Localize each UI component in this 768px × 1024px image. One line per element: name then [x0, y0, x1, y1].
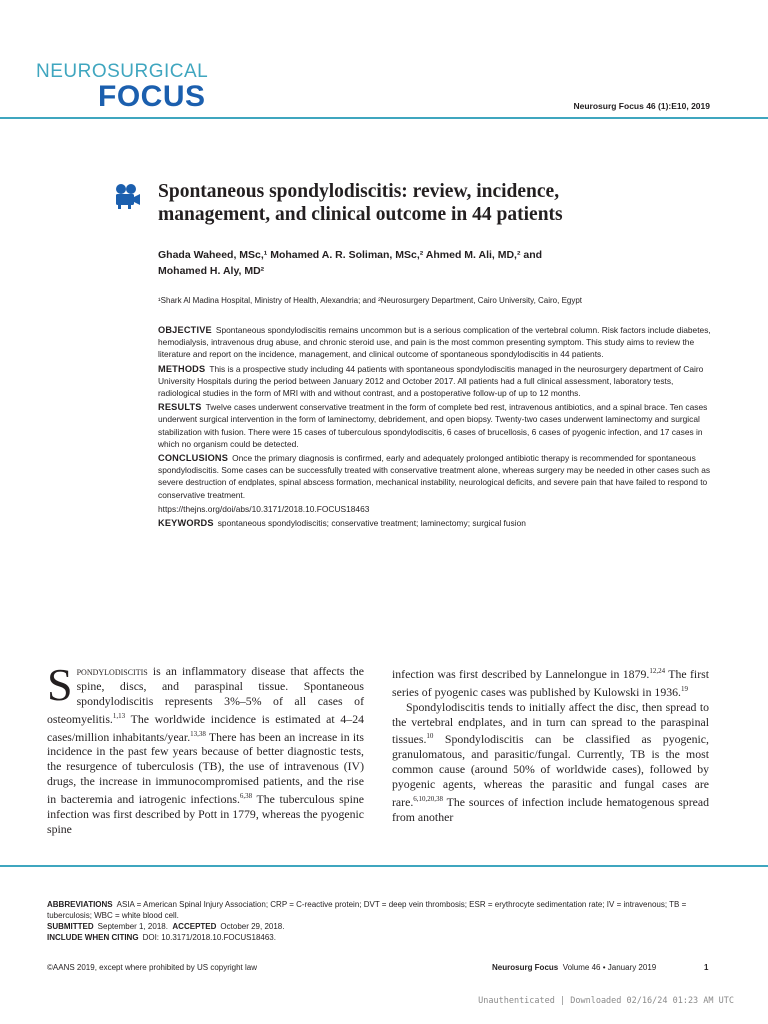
authors-line-2: Mohamed H. Aly, MD²	[158, 265, 265, 277]
abstract-conclusions	[158, 452, 714, 501]
header-citation: Neurosurg Focus 46 (1):E10, 2019	[573, 101, 710, 111]
citing-label: INCLUDE WHEN CITING	[47, 933, 139, 942]
article-title: Spontaneous spondylodiscitis: review, incidence, management, and clinical outcome in 44 patients	[158, 181, 563, 225]
submitted-date: September 1, 2018.	[97, 922, 168, 931]
footer-journal-issue: Volume 46 • January 2019	[562, 963, 657, 972]
abstract-objective	[158, 324, 714, 361]
intro-text-d: The tuberculous spine infection was first described by Pott in 1779, whereas the pyogenic spine	[47, 792, 364, 836]
footer-journal-name: Neurosurg Focus	[492, 963, 559, 972]
abbreviations-text: ASIA = American Spinal Injury Association; CRP = C-reactive protein; DVT = deep vein thrombosis; ESR = erythrocyte sedimentation rate; IV = intravenous; TB = tuberculosis; WBC = white blood cell.	[47, 900, 687, 920]
ref-citation[interactable]: 13,38	[190, 729, 206, 738]
abstract-keywords	[158, 517, 714, 529]
lead-word: pondylodiscitis	[76, 664, 148, 678]
copyright-notice: ©AANS 2019, except where prohibited by US copyright law	[47, 963, 258, 972]
dates-note	[47, 921, 707, 932]
objective-label: OBJECTIVE	[158, 325, 212, 335]
logo-line-focus: FOCUS	[98, 80, 206, 113]
footer-divider	[0, 865, 768, 867]
citing-doi: DOI: 10.3171/2018.10.FOCUS18463.	[142, 933, 276, 942]
abstract	[158, 324, 714, 531]
conclusions-text: Once the primary diagnosis is confirmed, early and adequately prolonged antibiotic therapy is recommended for spontaneous spondylodiscitis. Some cases can be successfully treated with conservative treatment alone, whereas surgery may be needed in other cases such as severe destruction of endplates, spinal abscess formation, mechanical instability, neurological deficits, and severe pain that have failed to respond to conservative treatment.	[158, 453, 711, 500]
abstract-methods	[158, 363, 714, 400]
download-stamp: Unauthenticated | Downloaded 02/16/24 01:23 AM UTC	[478, 996, 734, 1006]
objective-text: Spontaneous spondylodiscitis remains uncommon but is a serious complication of the vertebral column. Risk factors include diabetes, hemodialysis, intravenous drug abuse, and chronic steroid use, and pain is the most common presenting symptom. This study aims to review the literature and report on the incidence, management, and clinical outcome of spontaneous spondylodiscitis in 44 patients.	[158, 325, 711, 360]
abstract-results	[158, 401, 714, 450]
logo-line-neurosurgical: NEUROSURGICAL	[36, 61, 209, 82]
author-list	[158, 247, 678, 279]
body-column-left	[47, 659, 364, 837]
intro-text-a: is an inflammatory disease that affects the spine, discs, and paraspinal tissue. Spontaneous spondylodiscitis represents 3%–5% of all cases of osteomyelitis.	[47, 664, 364, 726]
citing-note	[47, 932, 707, 943]
p2-text-a: Spondylodiscitis tends to initially affect the disc, then spread to the vertebral endplates, and in turn can spread to the paraspinal tissues.	[392, 699, 709, 747]
keywords-label: KEYWORDS	[158, 518, 214, 529]
results-label: RESULTS	[158, 402, 202, 413]
ref-citation[interactable]: 6,10,20,38	[413, 795, 444, 804]
p2-text-b: Spondylodiscitis can be classified as pyogenic, granulomatous, and parasitic/fungal. Currently, TB is the most common cause (around 50% of worldwide cases), followed by pyogenic agents, whereas the parasitic and fungal cases are rare.	[392, 732, 709, 809]
body-column-right	[392, 664, 709, 825]
page-number: 1	[704, 963, 709, 972]
affiliations: ¹Shark Al Madina Hospital, Ministry of Health, Alexandria; and ²Neurosurgery Department, Cairo University, Cairo, Egypt	[158, 296, 583, 305]
accepted-label: ACCEPTED	[172, 922, 217, 931]
cont-text-b: The first series of pyogenic cases was published by Kulowski in 1936.	[392, 666, 709, 699]
footer-journal	[492, 963, 656, 972]
intro-text-b: The worldwide incidence is estimated at 4–24 cases/million inhabitants/year.	[47, 711, 364, 744]
p2-text-c: The sources of infection include hematogenous spread from another	[392, 794, 709, 824]
ref-citation[interactable]: 19	[680, 684, 688, 693]
second-paragraph	[392, 700, 709, 825]
conclusions-label: CONCLUSIONS	[158, 453, 229, 464]
methods-label: METHODS	[158, 363, 206, 374]
ref-citation[interactable]: 6,38	[239, 792, 253, 801]
journal-logo	[36, 62, 208, 112]
cont-text-a: infection was first described by Lannelongue in 1879.	[392, 666, 650, 681]
header-divider	[0, 117, 768, 119]
video-camera-icon[interactable]	[113, 183, 141, 209]
intro-text-c: There has been an increase in its incidence in the past few years because of better diagnostic tests, the resurgence of tuberculosis (TB), the use of intravenous (IV) drugs, the increase in immunocompromised patients, and the rise in bacteremia and iatrogenic infections.	[47, 729, 364, 807]
results-text: Twelve cases underwent conservative treatment in the form of complete bed rest, intravenous antibiotics, and a spinal brace. Ten cases underwent surgical intervention in the form of laminectomy, debridement, and open biopsy. Twenty-two cases underwent laminectomy and surgical stabilization with fusion. There were 15 cases of tuberculous spondylodiscitis, 6 cases of brucellosis, 6 cases of pyogenic infection, and 17 cases in which no organism could be detected.	[158, 402, 708, 449]
methods-text: This is a prospective study including 44 patients with spontaneous spondylodiscitis managed in the neurosurgery department of Cairo University Hospitals during the period between January 2012 and October 2017. All patients had a full clinical assessment, laboratory tests, radiological studies in the form of MRI with and without contrast, and a postoperative follow-up of up to 12 months.	[158, 363, 704, 399]
ref-citation[interactable]: 1,13	[112, 711, 126, 720]
abbreviations-label: ABBREVIATIONS	[47, 900, 113, 909]
intro-paragraph	[47, 659, 364, 837]
keywords-text: spontaneous spondylodiscitis; conservative treatment; laminectomy; surgical fusion	[217, 518, 526, 529]
ref-citation[interactable]: 10	[426, 732, 434, 741]
doi-link[interactable]: https://thejns.org/doi/abs/10.3171/2018.10.FOCUS18463	[158, 503, 370, 514]
ref-citation[interactable]: 12,24	[649, 667, 666, 675]
accepted-date: October 29, 2018.	[220, 922, 285, 931]
footnotes	[47, 899, 707, 943]
submitted-label: SUBMITTED	[47, 922, 94, 931]
authors-line-1: Ghada Waheed, MSc,¹ Mohamed A. R. Soliman, MSc,² Ahmed M. Ali, MD,² and	[158, 249, 543, 261]
drop-cap: S	[47, 659, 73, 710]
intro-continuation	[392, 664, 709, 700]
abbreviations-note	[47, 899, 707, 921]
